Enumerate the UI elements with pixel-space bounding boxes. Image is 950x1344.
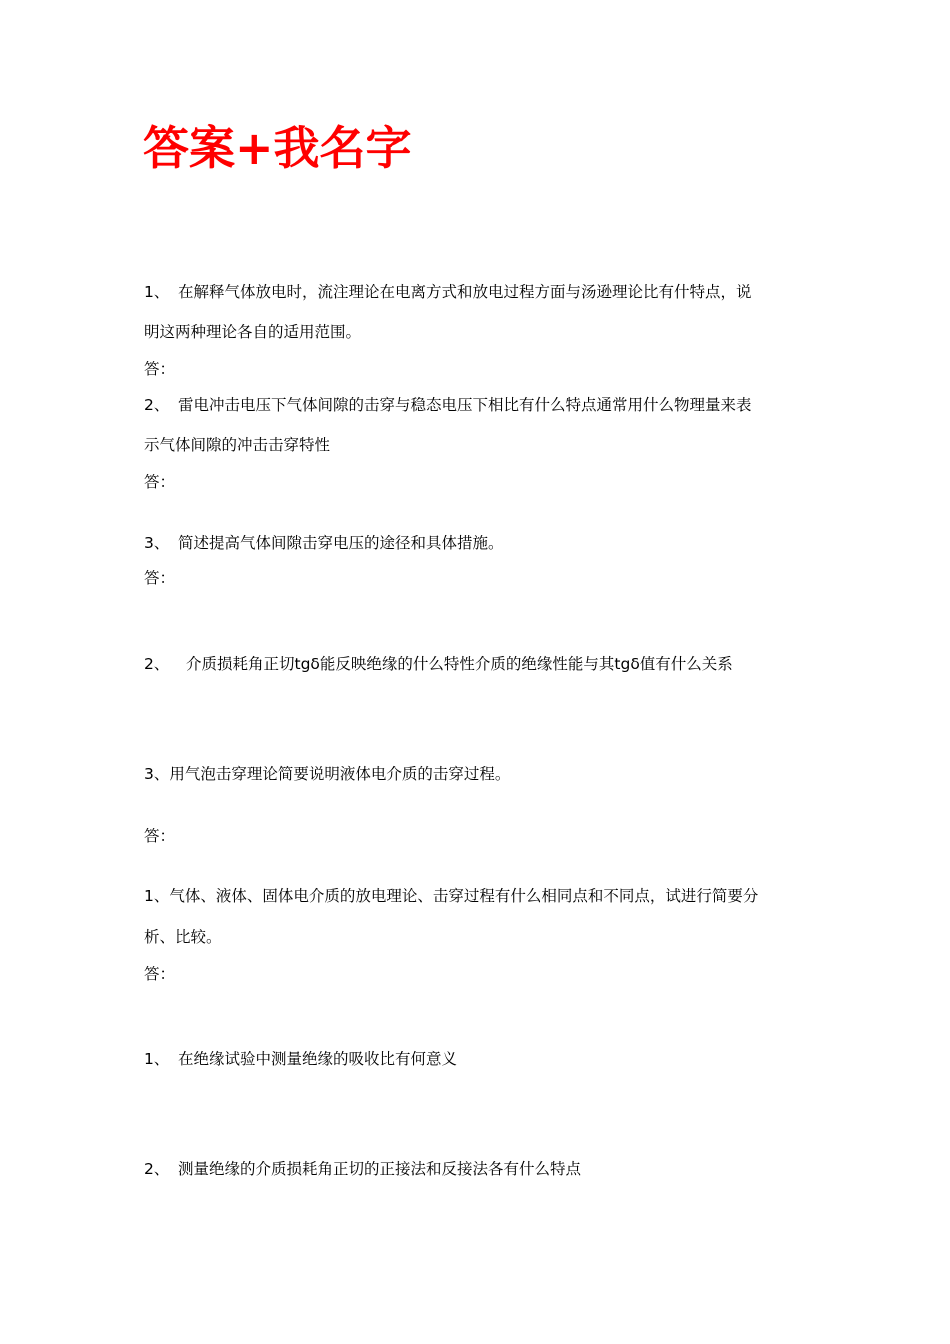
question-6-line-2: 析、比较。: [144, 928, 222, 946]
answer-label: 答：: [144, 473, 176, 491]
answer-label: 答：: [144, 569, 176, 587]
question-number: 3、: [144, 534, 170, 552]
question-number: 2、: [144, 1160, 170, 1178]
question-text: 简述提高气体间隙击穿电压的途径和具体措施。: [178, 534, 504, 552]
question-8-line-1: [144, 1158, 581, 1180]
question-number: 2、: [144, 396, 170, 414]
question-3-line-1: [144, 532, 504, 554]
question-text: 介质损耗角正切tgδ能反映绝缘的什么特性介质的绝缘性能与其tgδ值有什么关系: [186, 655, 733, 673]
question-text: 在解释气体放电时，流注理论在电离方式和放电过程方面与汤逊理论比有什特点，说: [178, 283, 752, 301]
question-1-line-1: [144, 281, 752, 303]
question-text: 测量绝缘的介质损耗角正切的正接法和反接法各有什么特点: [178, 1160, 582, 1178]
question-5-line-1: 3、用气泡击穿理论简要说明液体电介质的击穿过程。: [144, 765, 511, 783]
answer-label: 答：: [144, 827, 176, 845]
question-number: 2、: [144, 655, 170, 673]
question-1-line-2: 明这两种理论各自的适用范围。: [144, 323, 362, 341]
question-2-line-1: [144, 394, 752, 416]
document-title: 答案+我名字: [143, 121, 412, 175]
question-text: 雷电冲击电压下气体间隙的击穿与稳态电压下相比有什么特点通常用什么物理量来表: [178, 396, 752, 414]
question-number: 1、: [144, 1050, 170, 1068]
answer-label: 答：: [144, 965, 176, 983]
question-6-line-1: 1、气体、液体、固体电介质的放电理论、击穿过程有什么相同点和不同点，试进行简要分: [144, 887, 759, 905]
question-2-line-2: 示气体间隙的冲击击穿特性: [144, 436, 331, 454]
question-7-line-1: [144, 1048, 457, 1070]
question-4-line-1: [144, 653, 733, 675]
answer-label: 答：: [144, 360, 176, 378]
question-number: 1、: [144, 283, 170, 301]
question-text: 在绝缘试验中测量绝缘的吸收比有何意义: [178, 1050, 458, 1068]
